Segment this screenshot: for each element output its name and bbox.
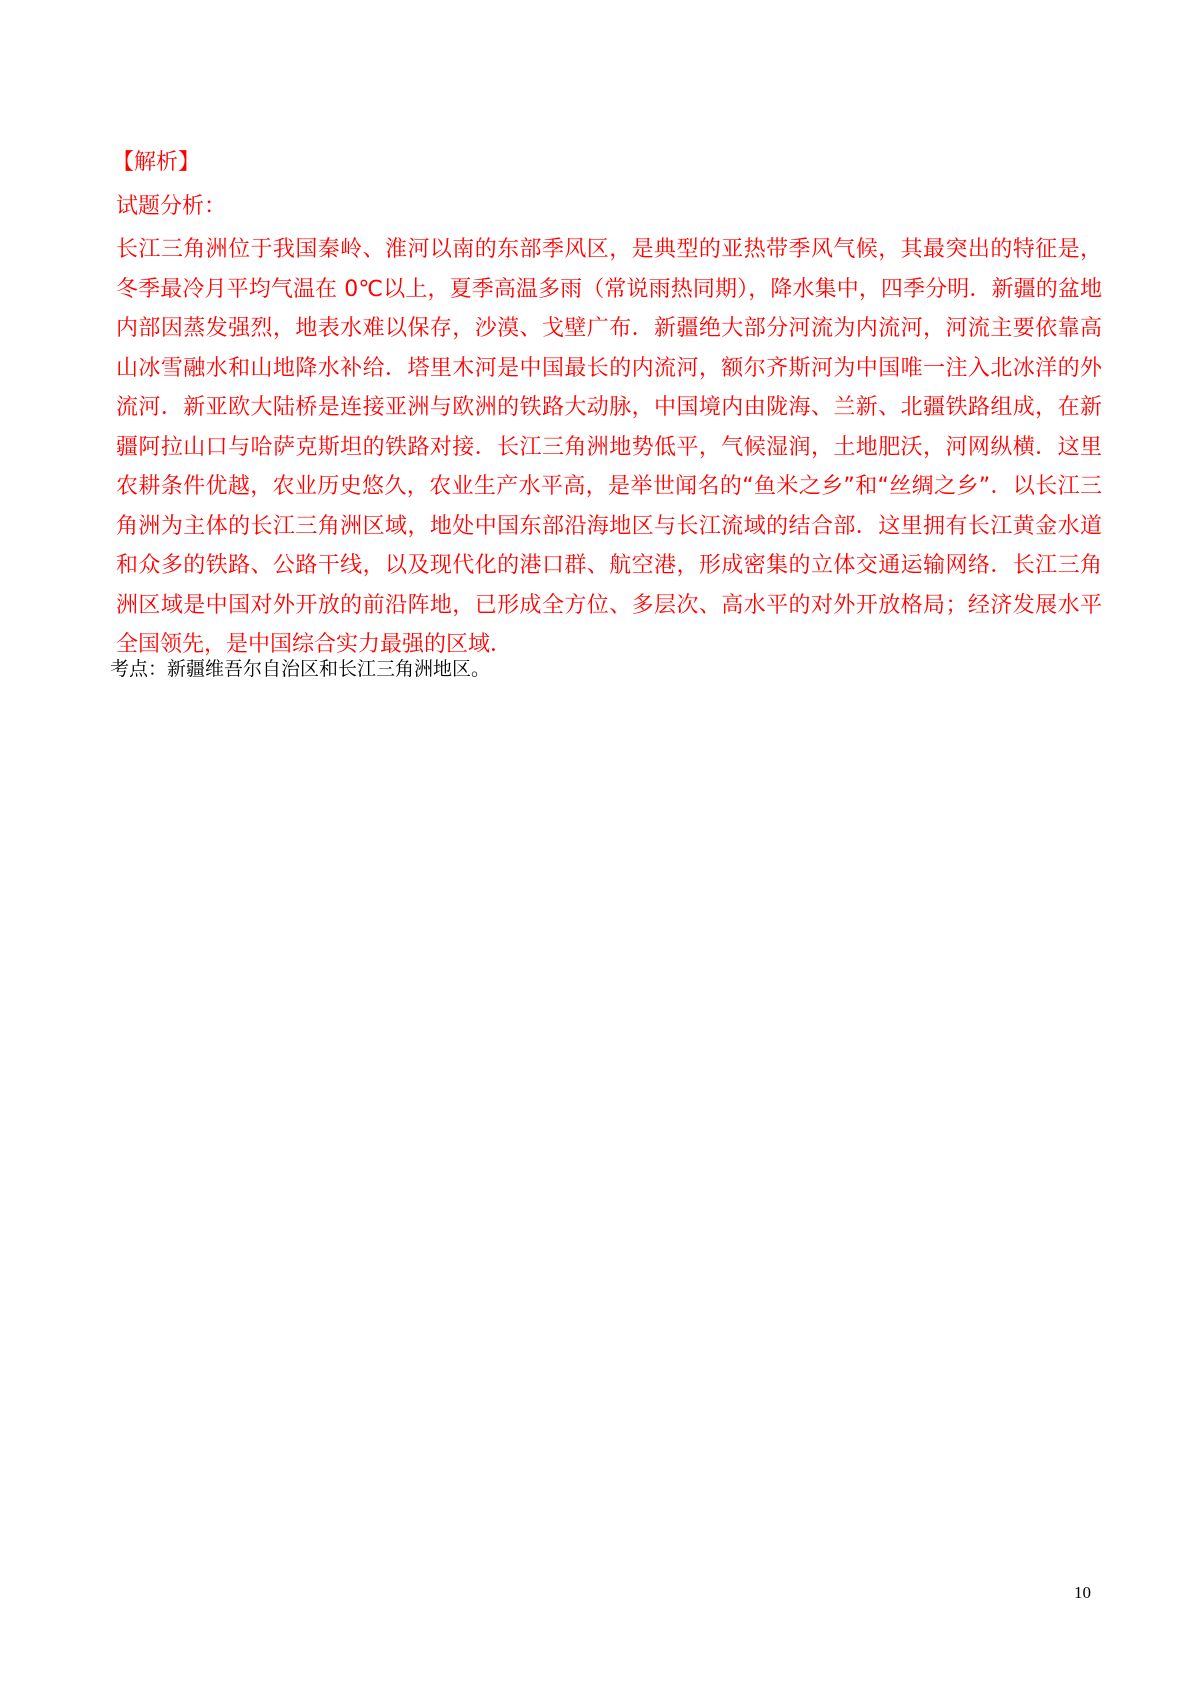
analysis-subheading: 试题分析：: [116, 194, 227, 219]
analysis-paragraph: 长江三角洲位于我国秦岭、淮河以南的东部季风区，是典型的亚热带季风气候，其最突出的特征是，冬季最冷月平均气温在 0℃以上，夏季高温多雨（常说雨热同期），降水集中，四季分明．新疆的盆地内部因蒸发强烈，地表水难以保存，沙漠、戈壁广布．新疆绝大部分河流为内流河，河流主要依靠高山冰雪融水和山地降水补给．塔里木河是中国最长的内流河，额尔齐斯河为中国唯一注入北冰洋的外流河．新亚欧大陆桥是连接亚洲与欧洲的铁路大动脉，中国境内由陇海、兰新、北疆铁路组成，在新疆阿拉山口与哈萨克斯坦的铁路对接．长江三角洲地势低平，气候湿润，土地肥沃，河网纵横．这里农耕条件优越，农业历史悠久，农业生产水平高，是举世闻名的“鱼米之乡”和“丝绸之乡”．以长江三角洲为主体的长江三角洲区域，地处中国东部沿海地区与长江流域的结合部．这里拥有长江黄金水道和众多的铁路、公路干线，以及现代化的港口群、航空港，形成密集的立体交通运输网络．长江三角洲区域是中国对外开放的前沿阵地，已形成全方位、多层次、高水平的对外开放格局；经济发展水平全国领先，是中国综合实力最强的区域．: [116, 237, 1102, 657]
keypoint-line: 考点：新疆维吾尔自治区和长江三角洲地区。: [110, 658, 491, 680]
analysis-heading: 【解析】: [112, 150, 201, 175]
page-number: 10: [1074, 1583, 1091, 1602]
